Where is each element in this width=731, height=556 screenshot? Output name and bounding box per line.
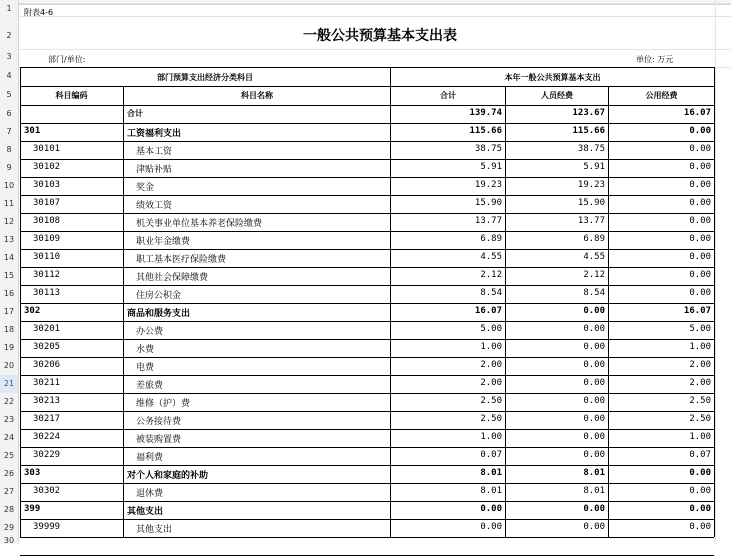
row-total[interactable]: 6.89: [480, 234, 502, 244]
row-total[interactable]: 5.00: [480, 324, 502, 334]
row-name[interactable]: 办公费: [136, 327, 164, 337]
row-personnel[interactable]: 38.75: [577, 144, 605, 154]
grid-line: [20, 375, 714, 376]
row-code[interactable]: 30107: [33, 198, 61, 208]
row-number[interactable]: 24: [3, 433, 15, 442]
grid-line: [20, 249, 714, 250]
row-number[interactable]: 4: [6, 71, 12, 80]
header-economic-classification: 部门预算支出经济分类科目: [157, 73, 253, 82]
grid-line: [123, 86, 124, 537]
row-number[interactable]: 17: [3, 307, 15, 316]
row-name[interactable]: 福利费: [136, 453, 164, 463]
row-total[interactable]: 0.00: [480, 504, 502, 514]
row-number[interactable]: 25: [3, 451, 15, 460]
grid-line: [714, 67, 715, 537]
column-header-total: 合计: [440, 91, 456, 100]
row-number[interactable]: 21: [0, 375, 18, 393]
grid-line: [20, 519, 714, 520]
row-name[interactable]: 基本工资: [136, 147, 173, 157]
row-number[interactable]: 26: [3, 469, 15, 478]
row-personnel[interactable]: 19.23: [577, 180, 605, 190]
row-total[interactable]: 0.00: [480, 522, 502, 532]
row-total[interactable]: 8.01: [480, 468, 502, 478]
row-public[interactable]: 0.00: [689, 198, 711, 208]
row-public[interactable]: 2.50: [689, 396, 711, 406]
row-public[interactable]: 0.00: [689, 504, 711, 514]
grid-line: [20, 141, 714, 142]
row-number[interactable]: 27: [3, 487, 15, 496]
grid-line: [20, 67, 21, 537]
row-personnel[interactable]: 0.00: [583, 378, 605, 388]
row-personnel[interactable]: 0.00: [583, 432, 605, 442]
row-total[interactable]: 19.23: [474, 180, 502, 190]
row-personnel[interactable]: 0.00: [583, 450, 605, 460]
row-public[interactable]: 1.00: [689, 342, 711, 352]
row-public[interactable]: 0.00: [689, 486, 711, 496]
row-personnel[interactable]: 0.00: [583, 342, 605, 352]
row-code[interactable]: 30217: [33, 414, 61, 424]
row-total[interactable]: 2.50: [480, 414, 502, 424]
row-total[interactable]: 38.75: [474, 144, 502, 154]
row-code[interactable]: 30229: [33, 450, 61, 460]
row-name[interactable]: 被装购置费: [136, 435, 182, 445]
row-name[interactable]: 住房公积金: [136, 291, 182, 301]
grid-line: [390, 67, 391, 537]
row-number[interactable]: 30: [3, 536, 15, 545]
row-name[interactable]: 对个人和家庭的补助: [127, 471, 209, 481]
grid-line: [20, 303, 714, 304]
grid-line: [20, 321, 714, 322]
department-label: 部门/单位:: [48, 55, 86, 64]
row-code[interactable]: 30102: [33, 162, 61, 172]
row-personnel[interactable]: 6.89: [583, 234, 605, 244]
sheet-title: 一般公共预算基本支出表: [303, 28, 457, 44]
row-public[interactable]: 0.00: [689, 162, 711, 172]
row-name[interactable]: 维修（护）费: [136, 399, 191, 409]
row-code[interactable]: 30211: [33, 378, 61, 388]
row-code[interactable]: 30101: [33, 144, 61, 154]
column-header-name: 科目名称: [241, 91, 273, 100]
row-name[interactable]: 其他支出: [127, 507, 164, 517]
row-number[interactable]: 5: [6, 90, 12, 99]
row-personnel[interactable]: 0.00: [583, 360, 605, 370]
row-public[interactable]: 0.07: [689, 450, 711, 460]
grid-line: [20, 213, 714, 214]
row-personnel[interactable]: 8.54: [583, 288, 605, 298]
column-header-code: 科目编码: [55, 91, 88, 100]
row-name[interactable]: 水费: [136, 345, 155, 355]
row-name[interactable]: 商品和服务支出: [127, 309, 191, 319]
row-code[interactable]: 30201: [33, 324, 61, 334]
row-name[interactable]: 公务接待费: [136, 417, 182, 427]
row-code[interactable]: 30110: [33, 252, 61, 262]
row-name[interactable]: 机关事业单位基本养老保险缴费: [136, 219, 263, 229]
row-code[interactable]: 303: [24, 468, 41, 478]
grid-line: [20, 285, 714, 286]
row-total[interactable]: 13.77: [474, 216, 502, 226]
grid-line: [19, 3, 731, 4]
row-number[interactable]: 28: [3, 505, 15, 514]
row-name[interactable]: 津贴补贴: [136, 165, 173, 175]
row-code[interactable]: 30224: [33, 432, 61, 442]
row-public[interactable]: 0.00: [689, 270, 711, 280]
row-total[interactable]: 115.66: [469, 126, 502, 136]
row-total[interactable]: 2.50: [480, 396, 502, 406]
row-name[interactable]: 奖金: [136, 183, 155, 193]
row-name[interactable]: 其他社会保障缴费: [136, 273, 209, 283]
row-code[interactable]: 30108: [33, 216, 61, 226]
row-name[interactable]: 其他支出: [136, 525, 173, 535]
row-personnel[interactable]: 0.00: [583, 306, 605, 316]
row-number[interactable]: 19: [3, 343, 15, 352]
row-personnel[interactable]: 0.00: [583, 504, 605, 514]
row-code[interactable]: 30103: [33, 180, 61, 190]
row-public[interactable]: 2.00: [689, 378, 711, 388]
row-code[interactable]: 302: [24, 306, 41, 316]
total-row-public: 16.07: [683, 108, 711, 118]
row-personnel[interactable]: 0.00: [583, 414, 605, 424]
row-public[interactable]: 0.00: [689, 180, 711, 190]
row-code[interactable]: 301: [24, 126, 41, 136]
row-personnel[interactable]: 0.00: [583, 522, 605, 532]
row-total[interactable]: 2.00: [480, 378, 502, 388]
grid-line: [20, 195, 714, 196]
grid-line: [20, 86, 714, 87]
row-personnel[interactable]: 0.00: [583, 324, 605, 334]
grid-line: [20, 393, 714, 394]
grid-line: [20, 357, 714, 358]
row-number[interactable]: 12: [3, 217, 15, 226]
row-public[interactable]: 1.00: [689, 432, 711, 442]
row-personnel[interactable]: 15.90: [577, 198, 605, 208]
row-number[interactable]: 9: [6, 163, 12, 172]
row-public[interactable]: 16.07: [683, 306, 711, 316]
row-personnel[interactable]: 0.00: [583, 396, 605, 406]
grid-line: [20, 339, 714, 340]
row-number[interactable]: 23: [3, 415, 15, 424]
row-number[interactable]: 3: [6, 52, 12, 61]
row-total[interactable]: 4.55: [480, 252, 502, 262]
row-number[interactable]: 18: [3, 325, 15, 334]
row-number[interactable]: 7: [6, 127, 12, 136]
row-total[interactable]: 1.00: [480, 342, 502, 352]
row-number[interactable]: 2: [6, 31, 12, 40]
grid-line: [20, 177, 714, 178]
row-total[interactable]: 1.00: [480, 432, 502, 442]
row-personnel[interactable]: 5.91: [583, 162, 605, 172]
row-total[interactable]: 2.00: [480, 360, 502, 370]
grid-line: [20, 67, 714, 68]
row-name[interactable]: 工资福利支出: [127, 129, 182, 139]
grid-line: [20, 267, 714, 268]
row-name[interactable]: 职业年金缴费: [136, 237, 191, 247]
row-code[interactable]: 30113: [33, 288, 61, 298]
row-personnel[interactable]: 8.01: [583, 486, 605, 496]
grid-line: [20, 429, 714, 430]
grid-line: [20, 483, 714, 484]
row-total[interactable]: 8.54: [480, 288, 502, 298]
row-number[interactable]: 13: [3, 235, 15, 244]
row-name[interactable]: 绩效工资: [136, 201, 173, 211]
row-code[interactable]: 30206: [33, 360, 61, 370]
row-public[interactable]: 0.00: [689, 144, 711, 154]
row-total[interactable]: 2.12: [480, 270, 502, 280]
row-code[interactable]: 30112: [33, 270, 61, 280]
grid-line: [715, 0, 716, 544]
row-personnel[interactable]: 4.55: [583, 252, 605, 262]
row-public[interactable]: 2.00: [689, 360, 711, 370]
row-public[interactable]: 5.00: [689, 324, 711, 334]
row-name[interactable]: 退休费: [136, 489, 164, 499]
row-name[interactable]: 职工基本医疗保险缴费: [136, 255, 227, 265]
row-public[interactable]: 0.00: [689, 288, 711, 298]
row-public[interactable]: 2.50: [689, 414, 711, 424]
row-number[interactable]: 10: [3, 181, 15, 190]
row-total[interactable]: 5.91: [480, 162, 502, 172]
attachment-note: 附表4-6: [24, 8, 54, 17]
row-public[interactable]: 0.00: [689, 234, 711, 244]
grid-line: [19, 49, 731, 50]
row-public[interactable]: 0.00: [689, 468, 711, 478]
row-total[interactable]: 0.07: [480, 450, 502, 460]
row-number[interactable]: 20: [3, 361, 15, 370]
grid-line: [20, 537, 714, 538]
row-number[interactable]: 29: [3, 523, 15, 532]
grid-line: [20, 501, 714, 502]
row-number[interactable]: 14: [3, 253, 15, 262]
row-public[interactable]: 0.00: [689, 522, 711, 532]
row-public[interactable]: 0.00: [689, 252, 711, 262]
grid-line: [19, 16, 731, 17]
total-row-personnel: 123.67: [572, 108, 605, 118]
row-personnel[interactable]: 8.01: [583, 468, 605, 478]
row-personnel[interactable]: 115.66: [572, 126, 605, 136]
grid-line: [20, 123, 714, 124]
row-code[interactable]: 30109: [33, 234, 61, 244]
row-number[interactable]: 8: [6, 145, 12, 154]
column-header-public: 公用经费: [645, 91, 678, 100]
grid-line: [20, 231, 714, 232]
row-total[interactable]: 16.07: [474, 306, 502, 316]
row-personnel[interactable]: 13.77: [577, 216, 605, 226]
row-code[interactable]: 30302: [33, 486, 61, 496]
total-row-label: 合计: [127, 109, 143, 118]
row-name[interactable]: 差旅费: [136, 381, 164, 391]
row-number[interactable]: 1: [6, 4, 12, 13]
total-row-sum: 139.74: [469, 108, 502, 118]
grid-line: [20, 465, 714, 466]
grid-line: [20, 411, 714, 412]
row-code[interactable]: 30205: [33, 342, 61, 352]
row-name[interactable]: 电费: [136, 363, 155, 373]
header-budget-expenditure: 本年一般公共预算基本支出: [504, 73, 601, 82]
unit-label: 单位: 万元: [636, 55, 674, 64]
row-personnel[interactable]: 2.12: [583, 270, 605, 280]
grid-line: [20, 159, 714, 160]
column-header-personnel: 人员经费: [541, 91, 573, 100]
row-code[interactable]: 39999: [33, 522, 61, 532]
row-number[interactable]: 6: [6, 109, 12, 118]
row-number[interactable]: 16: [3, 289, 15, 298]
row-public[interactable]: 0.00: [689, 126, 711, 136]
row-number[interactable]: 11: [3, 199, 15, 208]
row-code[interactable]: 30213: [33, 396, 61, 406]
grid-line: [20, 447, 714, 448]
row-number[interactable]: 15: [3, 271, 15, 280]
grid-line: [20, 105, 714, 106]
row-public[interactable]: 0.00: [689, 216, 711, 226]
row-total[interactable]: 15.90: [474, 198, 502, 208]
row-number[interactable]: 22: [3, 397, 15, 406]
row-total[interactable]: 8.01: [480, 486, 502, 496]
row-code[interactable]: 399: [24, 504, 41, 514]
